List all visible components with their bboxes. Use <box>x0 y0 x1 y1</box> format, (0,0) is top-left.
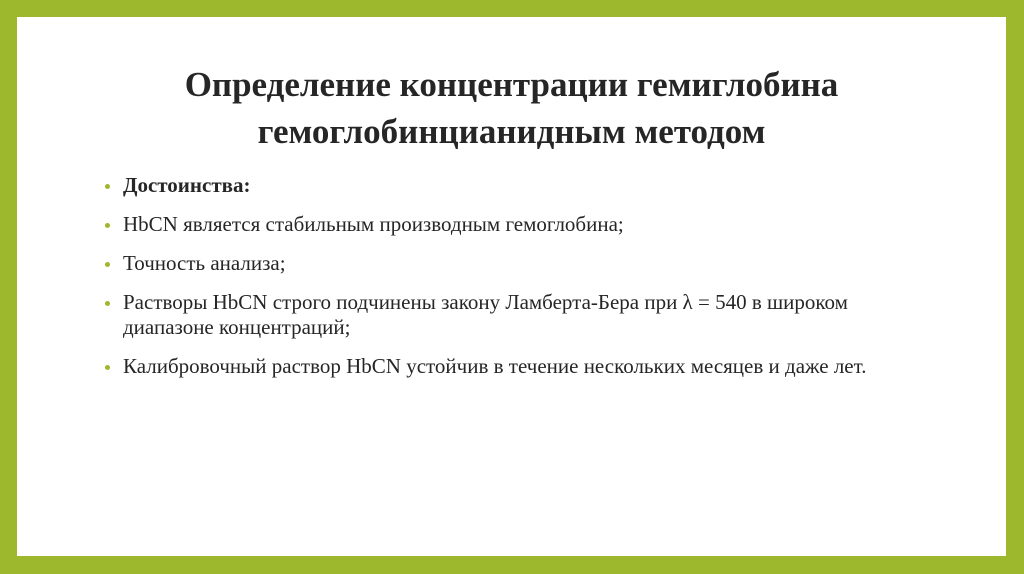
bullet-item <box>103 212 943 237</box>
title-line-2: гемоглобинцианидным методом <box>257 112 766 151</box>
bullet-list <box>103 173 943 393</box>
bullet-dot-icon <box>105 184 110 189</box>
bullet-text: Калибровочный раствор HbCN устойчив в течение нескольких месяцев и даже лет. <box>123 354 867 378</box>
bullet-item <box>103 354 943 379</box>
bullet-dot-icon <box>105 301 110 306</box>
title-line-1: Определение концентрации гемиглобина <box>184 65 839 104</box>
bullet-text: Точность анализа; <box>123 251 286 275</box>
slide <box>17 17 1006 556</box>
bullet-item <box>103 290 943 340</box>
bullet-dot-icon <box>105 223 110 228</box>
bullet-text: Растворы HbCN строго подчинены закону Ламберта-Бера при λ = 540 в широком диапазоне концентраций; <box>123 290 848 339</box>
bullet-dot-icon <box>105 262 110 267</box>
bullet-item <box>103 173 943 198</box>
bullet-item <box>103 251 943 276</box>
bullet-text: Достоинства: <box>123 173 251 197</box>
slide-title <box>17 61 1006 155</box>
bullet-text: HbCN является стабильным производным гемоглобина; <box>123 212 624 236</box>
bullet-dot-icon <box>105 365 110 370</box>
